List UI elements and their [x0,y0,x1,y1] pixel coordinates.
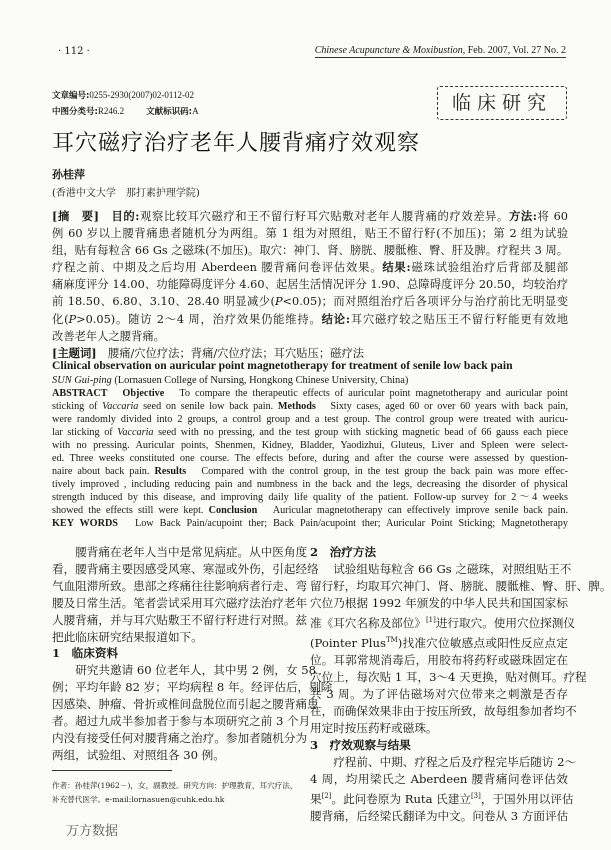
text-line [52,478,568,491]
text-segment: ，于国外用以评估 [480,791,574,806]
text-line [52,452,568,465]
text-segment: 看，腰背痛主要因感受风寒、寒湿或外伤，引起经络 [52,561,319,576]
text-segment: Low Back Pain/acupoint ther; Back Pain/acupoint ther; Auricular Point Sticking; Magnetotherapy [117,518,568,529]
text-line [310,788,574,808]
citation-ref: [2] [321,791,332,800]
english-abstract [52,387,568,530]
text-line [310,561,572,578]
text-line [52,730,308,747]
text-segment: 将 60 [536,210,568,223]
text-segment: sticking of [52,401,103,412]
text-segment: 留行籽，均取耳穴神门、肾、膀胱、腰骶椎、臀、肝、脾。 [310,579,611,593]
text-line [52,329,568,346]
text-segment: 改善老年人之腰背痛。 [52,329,165,343]
text-line [52,311,568,329]
text-segment: 果 [310,791,322,806]
doc-code-value: A [192,106,199,116]
text-segment: 腰及日常生活。笔者尝试采用耳穴磁疗法治疗老年 [52,595,308,610]
text-segment: 补充替代医学。e-mail:lornasuen@cuhk.edu.hk [52,795,225,804]
text-line [310,652,568,669]
text-line [52,226,568,243]
text-segment: ed. Three weeks constituted one course. The effects before, during and after the course were assessed by question- [52,453,568,464]
text-segment: seed with no pressing, and the test group with sticking magnetic bead of 66 gauss each piece [153,427,568,438]
section-heading [52,645,292,662]
text-segment: 进行取穴。使用穴位探测仪 [435,615,575,630]
citation-ref: [1] [425,616,436,624]
author: 孙桂萍 [52,168,85,181]
body-column-right [310,544,611,825]
text-segment: 穴位乃根据 1992 年颁发的中华人民共和国国家标 [310,596,568,610]
text-segment: 。此问卷原为 Ruta 氏建立 [331,791,471,806]
text-segment: Vaccaria [102,401,139,412]
text-line [52,517,568,530]
text-segment: To compare the therapeutic effects of auricular point magnetotherapy and auricular point [164,388,568,399]
text-segment: 磁珠试验组治疗后背部及腿部 [410,261,568,275]
text-segment: Sixty cases, aged 60 or over 60 years with back pain, [315,401,568,412]
text-line [52,578,308,595]
text-line [310,612,575,632]
class-number-label: 中图分类号: [52,107,98,117]
text-line [310,686,568,703]
text-segment: 位。耳郭常规消毒后，用胶布将药籽或磁珠固定在 [310,652,568,667]
text-segment: 人腰背痛，并与耳穴贴敷王不留行籽进行对照。兹 [52,612,308,627]
text-segment: P [274,294,283,308]
text-line [52,504,568,517]
text-line [310,771,568,788]
text-segment: 两组，试验组、对照组各 30 例。 [52,747,225,762]
journal-issue: , Feb. 2007, Vol. 27 No. 2 [462,45,566,56]
journal-header [315,45,566,58]
section-heading [310,737,568,754]
text-segment: 腰背痛在老年人当中是常见病症。从中医角度 [52,545,308,559]
text-segment: >0.05)。随访 2～4 周，治疗效果仍能维持。 [76,312,322,326]
article-title: 耳穴磁疗治疗老年人腰背痛疗效观察 [52,131,421,156]
text-segment: 共 3 周。为了评估磁场对穴位带来之刺激是否存 [310,686,568,701]
text-segment: P [68,312,77,326]
journal-name: Chinese Acupuncture & Moxibustion [314,45,463,56]
text-segment: 例；平均年龄 82 岁；平均病程 8 年。经评估后，剔除 [52,680,333,695]
text-segment: 用定时按压药籽或磁珠。 [310,720,438,735]
text-line [52,294,568,311]
text-segment: with no pressing. Auricular points, Shenmen, Kidney, Bladder, Yaodizhui, Gluteus, Liver and Spleen were select- [52,440,568,451]
text-line [52,277,568,294]
text-segment: tively improved , including reducing pain and numbness in the back and the legs, decreasing the disorder of physical [52,479,568,490]
text-segment: Conclusion [208,505,258,516]
affiliation: (香港中文大学 那打素护理学院) [52,188,200,199]
text-segment: 者。超过九成半参加者于参与本项研究之前 3 个月 [52,714,311,729]
watermark: 万方数据 [66,824,119,839]
text-line [310,754,577,771]
text-line [52,696,319,713]
doc-code-label: 文献标识码: [146,107,193,117]
text-segment: 观察比较耳穴磁疗和王不留行籽耳穴贴敷对老年人腰背痛的疗效差异。 [139,210,509,223]
text-line [310,703,577,720]
text-segment: Compared with the control group, in the test group the back pain was more effec- [186,466,569,477]
text-segment: showed the effects still were kept. [52,505,209,516]
text-segment: 把此临床研究结果报道如下。 [52,629,203,644]
text-line [310,720,568,737]
text-segment: 化( [52,312,69,326]
text-segment: Auricular magnetotherapy can effectively improve senile back pain. [257,505,568,516]
citation-ref: [3] [470,791,481,800]
text-line [52,491,568,504]
chinese-abstract [52,208,568,363]
text-segment: <0.05)；而对照组治疗后各项评分与治疗前比无明显变 [282,294,569,308]
text-line [52,747,292,764]
text-segment: 疗程前、中期、疗程之后及疗程完毕后随访 2～ [310,754,577,769]
text-segment: strength induced by this disease, and improving daily life quality of the patient. Follow-up survey for 2～4 weeks [52,492,568,503]
text-segment: 疗程之前、中期及之后均用 Aberdeen 腰背痛问卷评估效果。 [52,261,383,275]
text-line [52,259,568,277]
text-segment: KEY WORDS [52,518,118,529]
text-line [52,400,568,413]
article-number [52,89,194,101]
page-number: · 112 · [58,46,90,57]
text-segment: 内没有接受任何对腰背痛之治疗。参加者随机分为 [52,730,308,745]
english-author-name: SUN Gui-ping [52,375,112,386]
text-segment: 准《耳穴名称及部位》 [310,615,426,630]
section-heading [310,544,568,561]
text-segment: 穴位上，每次贴 1 耳，3～4 天更换，贴对侧耳。疗程 [310,669,587,684]
text-line [52,679,333,696]
text-segment: (Pointer Plus [310,635,386,650]
text-segment: 1 临床资料 [52,646,119,661]
text-segment: 腰背痛，后经梁氏翻译为中文。问卷从 3 方面评估 [310,808,569,823]
text-segment: 因感染、肿瘤、骨折或椎间盘脱位而引起之腰背痛患 [52,697,319,712]
text-segment: 前 18.50、6.80、3.10、28.40 明显减少( [52,294,275,308]
text-segment: 在，而确保效果非由于按压所致，故每组参加者均不 [310,703,577,718]
text-line [310,595,568,612]
text-segment: 结果: [382,260,411,275]
classification [52,105,199,117]
author-footnote [52,779,298,807]
text-segment: ABSTRACT Objective [52,388,165,399]
text-segment: were randomly divided into 2 groups, a control group and a test group. The control group were treated with auricu- [52,414,568,425]
section-label: 临床研究 [437,86,567,120]
text-line [52,612,308,629]
citation-ref: TM [385,635,398,644]
text-segment: 4 周，均用梁氏之 Aberdeen 腰背痛问卷评估效 [310,771,568,786]
article-number-label: 文章编号: [52,91,90,101]
text-line [52,544,308,561]
text-segment: 组，贴有每粒含 66 Gs 之磁珠(不加压)。取穴：神门、肾、膀胱、腰骶椎、臀、肝及脾。疗程共 3 周。 [52,243,568,257]
text-line [310,808,568,825]
text-line [310,632,568,652]
text-line [52,208,568,226]
text-segment: seed on senile low back pain. [138,401,278,412]
text-segment: 腰痛/穴位疗法；背痛/穴位疗法；耳穴贴压；磁疗法 [96,347,365,361]
text-segment: 例 60 岁以上腰背痛患者随机分为两组。第 1 组为对照组，贴王不留行籽(不加压)；第 2 组为试验 [52,226,568,240]
article-number-value: 0255-2930(2007)02-0112-02 [89,90,195,100]
text-segment: [主题词] [52,346,97,361]
text-segment: 2 治疗方法 [310,545,377,559]
text-line [52,465,568,478]
text-line [310,578,611,595]
text-segment: 3 疗效观察与结果 [310,737,411,752]
text-segment: Vaccaria [117,427,154,438]
text-segment: Methods [277,401,316,412]
text-line [52,561,319,578]
text-line [52,629,292,646]
text-line [310,669,587,686]
text-segment: )找准穴位敏感点或阳性反应点定 [397,635,568,650]
text-line [52,779,298,793]
text-line [52,413,568,426]
text-segment: 试验组贴每粒含 66 Gs 之磁珠，对照组贴王不 [310,562,572,576]
text-segment: lar sticking of [52,427,118,438]
text-segment: Results [154,466,187,477]
text-segment: 结论: [321,311,351,326]
text-line [52,595,308,612]
text-segment: 方法: [508,209,537,223]
english-affiliation: (Lornasuen College of Nursing, Hongkong Chinese University, China) [111,375,409,386]
text-segment: 作者：孙桂萍(1962－)，女，副教授。研究方向：护理教育，耳穴疗法， [52,781,298,790]
english-title: Clinical observation on auricular point magnetotherapy for treatment of senile low back pain [52,359,513,372]
body-column-left [52,544,333,764]
text-line [52,243,568,260]
text-segment: naire about back pain. [52,466,155,477]
class-number-value: R246.2 [97,106,125,116]
text-line [52,387,568,400]
text-segment: 耳穴磁疗较之贴压王不留行籽能更有效地 [350,312,568,326]
text-line [52,439,568,452]
text-segment: 气血阻滞所致。患部之疼痛往往影响病者行走、弯 [52,578,308,593]
footnote-divider [52,770,172,771]
english-author [52,375,408,386]
text-segment: 痛麻度评分 14.00、功能障碍度评分 4.60、起居生活情况评分 1.90、总障碍度评分 20.50，均较治疗 [52,278,568,292]
text-line [52,426,568,439]
text-line [52,662,316,679]
text-line [52,713,311,730]
text-segment: 研究共邀请 60 位老年人，其中男 2 例，女 58 [52,663,316,678]
text-segment: [摘 要] 目的: [52,209,140,223]
text-line [52,793,292,807]
